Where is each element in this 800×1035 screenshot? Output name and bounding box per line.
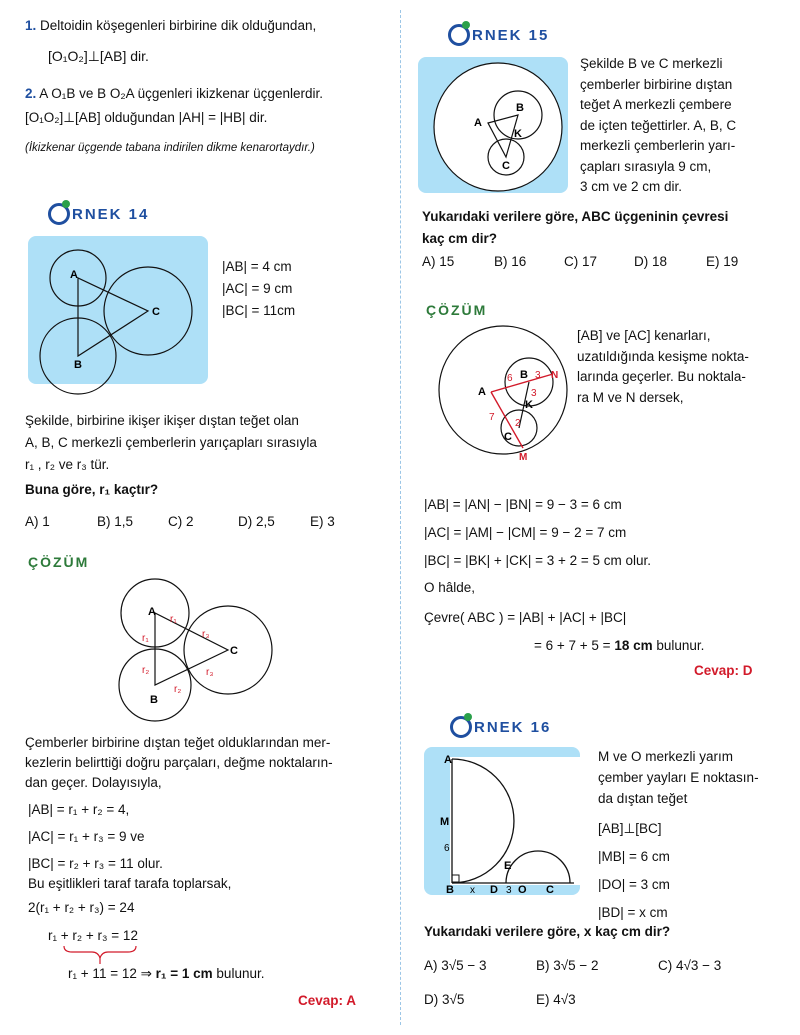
svg-text:M: M — [440, 816, 450, 828]
example-14-question: Buna göre, r₁ kaçtır? — [25, 482, 159, 497]
svg-text:O: O — [518, 884, 527, 896]
option-c[interactable]: C) 17 — [564, 254, 598, 269]
svg-text:A: A — [478, 386, 486, 398]
triangle-abc — [78, 278, 148, 356]
o-logo-icon — [48, 203, 70, 225]
svg-text:B: B — [446, 884, 454, 896]
option-e[interactable]: E) 4√3 — [536, 992, 576, 1007]
given-ab: |AB| = 4 cm — [222, 259, 292, 274]
option-d[interactable]: D) 3√5 — [424, 992, 465, 1007]
svg-text:M: M — [519, 452, 528, 462]
option-a[interactable]: A) 3√5 − 3 — [424, 958, 487, 973]
svg-text:3: 3 — [535, 370, 541, 381]
example-15-figure — [418, 57, 578, 197]
svg-text:7: 7 — [489, 412, 495, 423]
example-15-description: Şekilde B ve C merkezli çemberler birbirine dıştan teğet A merkezli çembere de içten teğettirler. A, B, C merkezli çemberlerin yarı- çapları sırasıyla 9 cm, 3 cm ve 2 cm dir. — [580, 56, 737, 194]
label-b: B — [74, 359, 82, 371]
solution-15-text: O hâlde, — [424, 580, 476, 595]
option-e[interactable]: E) 3 — [310, 514, 335, 529]
svg-text:E: E — [504, 860, 512, 872]
example-16-givens: [AB]⊥[BC] |MB| = 6 cm |DO| = 3 cm |BD| = x cm — [598, 821, 670, 920]
underbrace — [62, 944, 142, 966]
circle-a — [434, 63, 562, 191]
solution-15-equations: |AB| = |AN| − |BN| = 9 − 3 = 6 cm |AC| = |AM| − |CM| = 9 − 2 = 7 cm |BC| = |BK| + |CK| = 3 + 2 = 5 cm olur. — [424, 497, 652, 568]
svg-text:6: 6 — [507, 373, 513, 384]
svg-text:x: x — [470, 885, 475, 896]
svg-text:r₂: r₂ — [174, 684, 182, 695]
solution-14-answer: Cevap: A — [298, 993, 357, 1008]
o-logo-icon — [448, 24, 470, 46]
item-2-number: 2. — [25, 86, 37, 101]
option-b[interactable]: B) 1,5 — [97, 514, 134, 529]
svg-text:A: A — [444, 754, 452, 766]
solution-15-eq5: = 6 + 7 + 5 = 18 cm bulunur. — [534, 638, 705, 653]
option-d[interactable]: D) 2,5 — [238, 514, 275, 529]
option-b[interactable]: B) 16 — [494, 254, 527, 269]
label-c: C — [152, 306, 160, 318]
o-logo-icon — [450, 716, 472, 738]
svg-text:2: 2 — [515, 418, 521, 429]
option-c[interactable]: C) 4√3 − 3 — [658, 958, 722, 973]
solution-14-figure — [110, 575, 280, 725]
svg-text:r₃: r₃ — [202, 629, 210, 640]
solution-14-eq5: r₁ + r₂ + r₃ = 12 — [48, 928, 138, 943]
svg-text:K: K — [525, 399, 533, 411]
item-1 — [25, 18, 316, 33]
svg-text:3: 3 — [531, 388, 537, 399]
svg-text:r₁: r₁ — [142, 633, 149, 644]
svg-text:6: 6 — [444, 843, 450, 854]
item-1-line1: Deltoidin köşegenleri birbirine dik olduğundan, — [40, 18, 317, 33]
given-bc: |BC| = 11cm — [222, 303, 296, 318]
svg-text:C: C — [502, 160, 510, 172]
solution-14-eq6: r₁ + 11 = 12 ⇒ r₁ = 1 cm bulunur. — [68, 966, 265, 981]
solution-14-text: Çemberler birbirine dıştan teğet olduklarından mer- kezlerin belirttiği doğru parçaları, değme noktaların- dan geçer. Dolayısıyla, — [25, 735, 333, 790]
svg-text:B: B — [150, 694, 158, 706]
solution-14-text4: Bu eşitlikleri taraf tarafa toplarsak, — [28, 876, 232, 891]
option-a[interactable]: A) 1 — [25, 514, 50, 529]
example-14-givens — [222, 256, 295, 322]
example-15-question: Yukarıdaki verilere göre, ABC üçgeninin çevresi kaç cm dir? — [422, 209, 729, 246]
svg-text:r₃: r₃ — [206, 667, 214, 678]
example-16-header: RNEK 16 — [450, 716, 551, 738]
circle-a — [439, 326, 567, 454]
svg-text:B: B — [520, 369, 528, 381]
example-16-question: Yukarıdaki verilere göre, x kaç cm dir? — [424, 924, 671, 939]
column-divider — [400, 10, 401, 1025]
svg-text:3: 3 — [506, 885, 512, 896]
svg-text:A: A — [148, 606, 156, 618]
solution-15-figure — [425, 322, 585, 462]
option-b[interactable]: B) 3√5 − 2 — [536, 958, 599, 973]
svg-text:D: D — [490, 884, 498, 896]
svg-text:K: K — [514, 128, 522, 140]
option-a[interactable]: A) 15 — [422, 254, 455, 269]
label-a: A — [70, 269, 78, 281]
svg-text:A: A — [474, 117, 482, 129]
example-15-header: RNEK 15 — [448, 24, 549, 46]
example-14-figure — [28, 236, 228, 396]
note-text: (İkizkenar üçgende tabana indirilen dikme kenarortaydır.) — [25, 142, 315, 154]
item-2 — [25, 86, 323, 101]
example-14-text: Şekilde, birbirine ikişer ikişer dıştan teğet olan A, B, C merkezli çemberlerin yarıçapları sırasıyla r₁ , r₂ ve r₃ tür. — [25, 413, 317, 472]
solution-14-eq4: 2(r₁ + r₂ + r₃) = 24 — [28, 900, 135, 915]
option-e[interactable]: E) 19 — [706, 254, 739, 269]
item-2-line1: A O₁B ve B O₂A üçgenleri ikizkenar üçgenlerdir. — [39, 86, 323, 101]
svg-text:N: N — [551, 370, 559, 381]
solution-15-header: ÇÖZÜM — [426, 302, 488, 318]
svg-text:C: C — [230, 645, 238, 657]
option-c[interactable]: C) 2 — [168, 514, 194, 529]
given-ac: |AC| = 9 cm — [222, 281, 293, 296]
svg-text:C: C — [546, 884, 554, 896]
example-16-figure — [424, 747, 584, 897]
item-1-number: 1. — [25, 18, 37, 33]
solution-15-answer: Cevap: D — [694, 663, 753, 678]
option-d[interactable]: D) 18 — [634, 254, 668, 269]
solution-14-equations: |AB| = r₁ + r₂ = 4, |AC| = r₁ + r₃ = 9 ve |BC| = r₂ + r₃ = 11 olur. — [28, 802, 163, 871]
solution-15-description: [AB] ve [AC] kenarları, uzatıldığında kesişme nokta- larında geçerler. Bu noktala- ra M ve N dersek, — [577, 328, 749, 405]
example-16-description: M ve O merkezli yarım çember yayları E noktasın- da dıştan teğet — [598, 749, 759, 806]
solution-14-header: ÇÖZÜM — [28, 554, 90, 570]
solution-15-eq4: Çevre( ABC ) = |AB| + |AC| + |BC| — [424, 610, 627, 625]
item-2-line2: [O₁O₂]⊥[AB] olduğundan |AH| = |HB| dir. — [25, 110, 268, 125]
svg-text:r₁: r₁ — [170, 614, 177, 625]
example-14-header: RNEK 14 — [48, 203, 149, 225]
svg-text:B: B — [516, 102, 524, 114]
svg-text:r₂: r₂ — [142, 665, 150, 676]
svg-text:C: C — [504, 431, 512, 443]
item-1-line2: [O₁O₂]⊥[AB] dir. — [48, 48, 149, 64]
